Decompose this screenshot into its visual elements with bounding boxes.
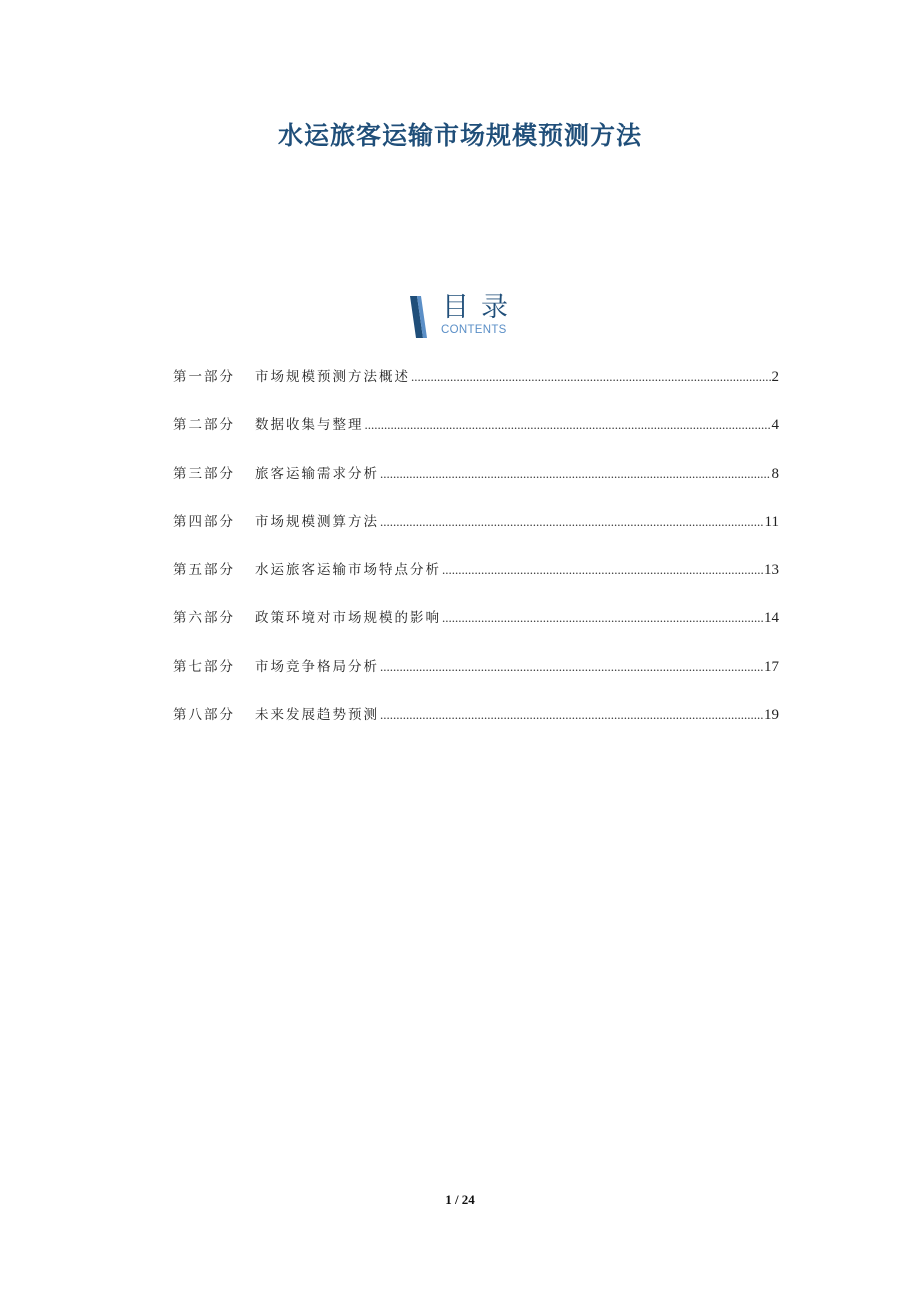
dot-leader	[442, 559, 763, 581]
dot-leader	[411, 366, 771, 388]
toc-entry-title: 市场规模测算方法	[255, 513, 379, 530]
toc-entry[interactable]	[173, 656, 779, 704]
page-number-footer: 1 / 24	[445, 1192, 475, 1207]
toc-page-number: 4	[771, 417, 779, 434]
toc-part-label: 第八部分	[173, 707, 235, 724]
dot-leader	[380, 463, 771, 485]
dot-leader	[365, 414, 771, 436]
toc-part-label: 第二部分	[173, 417, 235, 434]
toc-page-number: 2	[771, 369, 779, 385]
toc-entry[interactable]	[173, 366, 779, 414]
toc-entry[interactable]	[173, 559, 779, 607]
toc-entry[interactable]	[173, 704, 779, 752]
dot-leader	[442, 607, 763, 629]
toc-entry-title: 政策环境对市场规模的影响	[255, 610, 441, 627]
toc-title: 目录	[442, 292, 520, 323]
toc-part-label: 第三部分	[173, 465, 235, 482]
dot-leader	[380, 656, 763, 678]
dot-leader	[380, 704, 763, 726]
toc-page-number: 19	[764, 707, 779, 724]
toc-part-label: 第五部分	[173, 562, 235, 579]
toc-page-number: 17	[764, 658, 779, 675]
toc-part-label: 第一部分	[173, 369, 235, 385]
document-title: 水运旅客运输市场规模预测方法	[277, 121, 642, 150]
toc-entry[interactable]	[173, 414, 779, 462]
blue-slanted-bar-logo-icon	[408, 296, 432, 338]
toc-heading	[408, 292, 528, 342]
dot-leader	[380, 511, 764, 533]
toc-entry-title: 市场规模预测方法概述	[255, 369, 410, 385]
toc-entry-title: 数据收集与整理	[255, 417, 364, 434]
toc-entry-title: 未来发展趋势预测	[255, 707, 379, 724]
toc-entry[interactable]	[173, 511, 779, 559]
toc-page-number: 8	[771, 465, 779, 482]
toc-entry[interactable]	[173, 463, 779, 511]
toc-page-number: 13	[764, 562, 779, 579]
toc-subtitle: CONTENTS	[441, 324, 507, 336]
toc-entry[interactable]	[173, 607, 779, 655]
toc-part-label: 第七部分	[173, 658, 235, 675]
toc-part-label: 第六部分	[173, 610, 235, 627]
toc-part-label: 第四部分	[173, 513, 235, 530]
toc-page-number: 11	[764, 513, 779, 530]
table-of-contents	[173, 366, 779, 752]
toc-entry-title: 水运旅客运输市场特点分析	[255, 562, 441, 579]
toc-entry-title: 旅客运输需求分析	[255, 465, 379, 482]
toc-page-number: 14	[764, 610, 779, 627]
toc-entry-title: 市场竞争格局分析	[255, 658, 379, 675]
